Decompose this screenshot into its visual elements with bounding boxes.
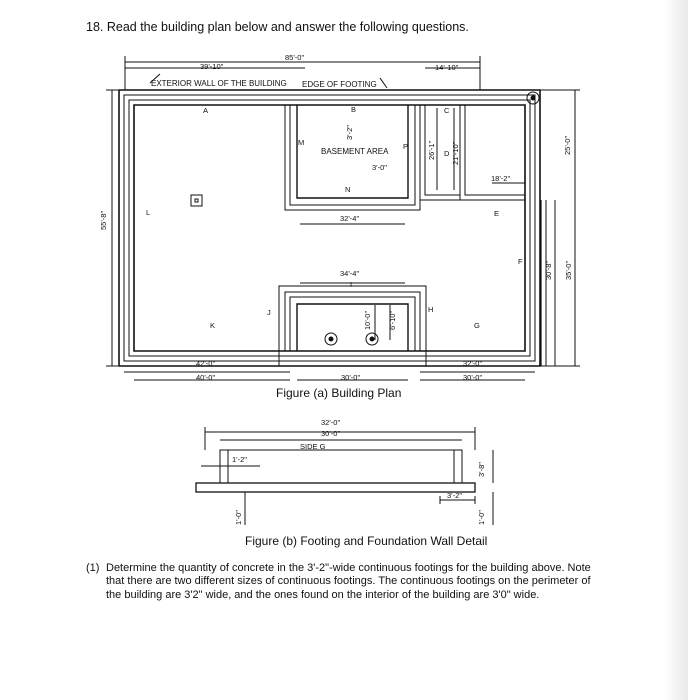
question-title: 18. Read the building plan below and answer the following questions. bbox=[86, 20, 469, 34]
detail-dim-top-1: 32'-0" bbox=[321, 418, 341, 427]
figure-b-caption: Figure (b) Footing and Foundation Wall Detail bbox=[245, 534, 488, 548]
label-exterior-wall: EXTERIOR WALL OF THE BUILDING bbox=[151, 79, 287, 88]
dim-top-right: 14'-10" bbox=[435, 63, 459, 72]
right-step-wall bbox=[460, 105, 525, 200]
detail-side-label: SIDE G bbox=[300, 442, 326, 451]
dim-right-inner-1: 30'-8" bbox=[544, 260, 553, 280]
footing-detail-figure bbox=[0, 405, 688, 545]
dim-basement-length: 32'-4" bbox=[340, 214, 360, 223]
dim-notch-width: 34'-4" bbox=[340, 269, 360, 278]
dim-basement-height: 3'-2" bbox=[345, 125, 354, 140]
detail-dim-foot-right: 1'-0" bbox=[477, 510, 486, 525]
dim-interior-top: 26'-1" bbox=[427, 140, 436, 160]
bottom-notch-outer bbox=[285, 292, 420, 351]
dim-step: 18'-2" bbox=[491, 174, 511, 183]
dim-bottom-right-2: 30'-0" bbox=[463, 373, 483, 382]
dim-bottom-left-1: 42'-0" bbox=[196, 359, 216, 368]
dim-bottom-mid: 30'-0" bbox=[341, 373, 361, 382]
dim-bottom-right-1: 32'-0" bbox=[463, 359, 483, 368]
dim-left-overall: 55'-8" bbox=[99, 210, 108, 230]
detail-dim-left: 1'-2" bbox=[232, 455, 247, 464]
dim-overall-top: 85'-0" bbox=[285, 53, 305, 62]
label-E: E bbox=[494, 209, 500, 218]
label-J: J bbox=[267, 308, 271, 317]
dim-notch-depth-1: 10'-0" bbox=[363, 310, 372, 330]
basement-outer bbox=[285, 105, 420, 210]
detail-dim-top-2: 30'-0" bbox=[321, 429, 341, 438]
dim-top-left: 39'-10" bbox=[200, 62, 224, 71]
detail-dim-right-width: 3'-2" bbox=[447, 491, 462, 500]
dim-bottom-left-2: 40'-0" bbox=[196, 373, 216, 382]
bottom-notch-footing bbox=[279, 286, 426, 366]
footing-base bbox=[196, 483, 475, 492]
label-L: L bbox=[146, 208, 151, 217]
question-1-number: (1) bbox=[86, 562, 100, 574]
footing-line-3 bbox=[129, 100, 530, 356]
question-1-text: Determine the quantity of concrete in the 3'-2"-wide continuous footings for the building above. Note that there are two different sizes of continuous footings. The continuous footings on the perimeter of the building are 3'2" wide, and the ones found on the interior of the building are 3'0" wide. bbox=[106, 562, 591, 601]
detail-dim-height: 3'-8" bbox=[477, 462, 486, 477]
dim-right-overall: 25'-0" bbox=[563, 135, 572, 155]
detail-dim-foot-left: 1'-0" bbox=[234, 510, 243, 525]
inner-wall-outline bbox=[134, 105, 525, 351]
label-edge-footing: EDGE OF FOOTING bbox=[302, 80, 377, 89]
label-I: I bbox=[350, 280, 353, 289]
label-G: G bbox=[474, 321, 480, 330]
label-H: H bbox=[428, 305, 434, 314]
dim-interior-top-2: 21'-10" bbox=[451, 141, 460, 165]
label-K: K bbox=[210, 321, 216, 330]
label-P: P bbox=[403, 142, 409, 151]
question-1 bbox=[86, 562, 596, 602]
dim-basement-width: 3'-0" bbox=[372, 163, 387, 172]
dim-right-inner-2: 35'-0" bbox=[564, 260, 573, 280]
label-F: F bbox=[518, 257, 523, 266]
figure-a-caption: Figure (a) Building Plan bbox=[276, 386, 402, 400]
label-basement-area: BASEMENT AREA bbox=[321, 147, 389, 156]
label-A: A bbox=[203, 106, 209, 115]
label-D: D bbox=[444, 149, 450, 158]
label-C: C bbox=[444, 106, 450, 115]
label-N: N bbox=[345, 185, 351, 194]
dim-notch-depth-2: 6'-10" bbox=[388, 310, 397, 330]
label-B: B bbox=[351, 105, 357, 114]
label-M: M bbox=[298, 138, 305, 147]
